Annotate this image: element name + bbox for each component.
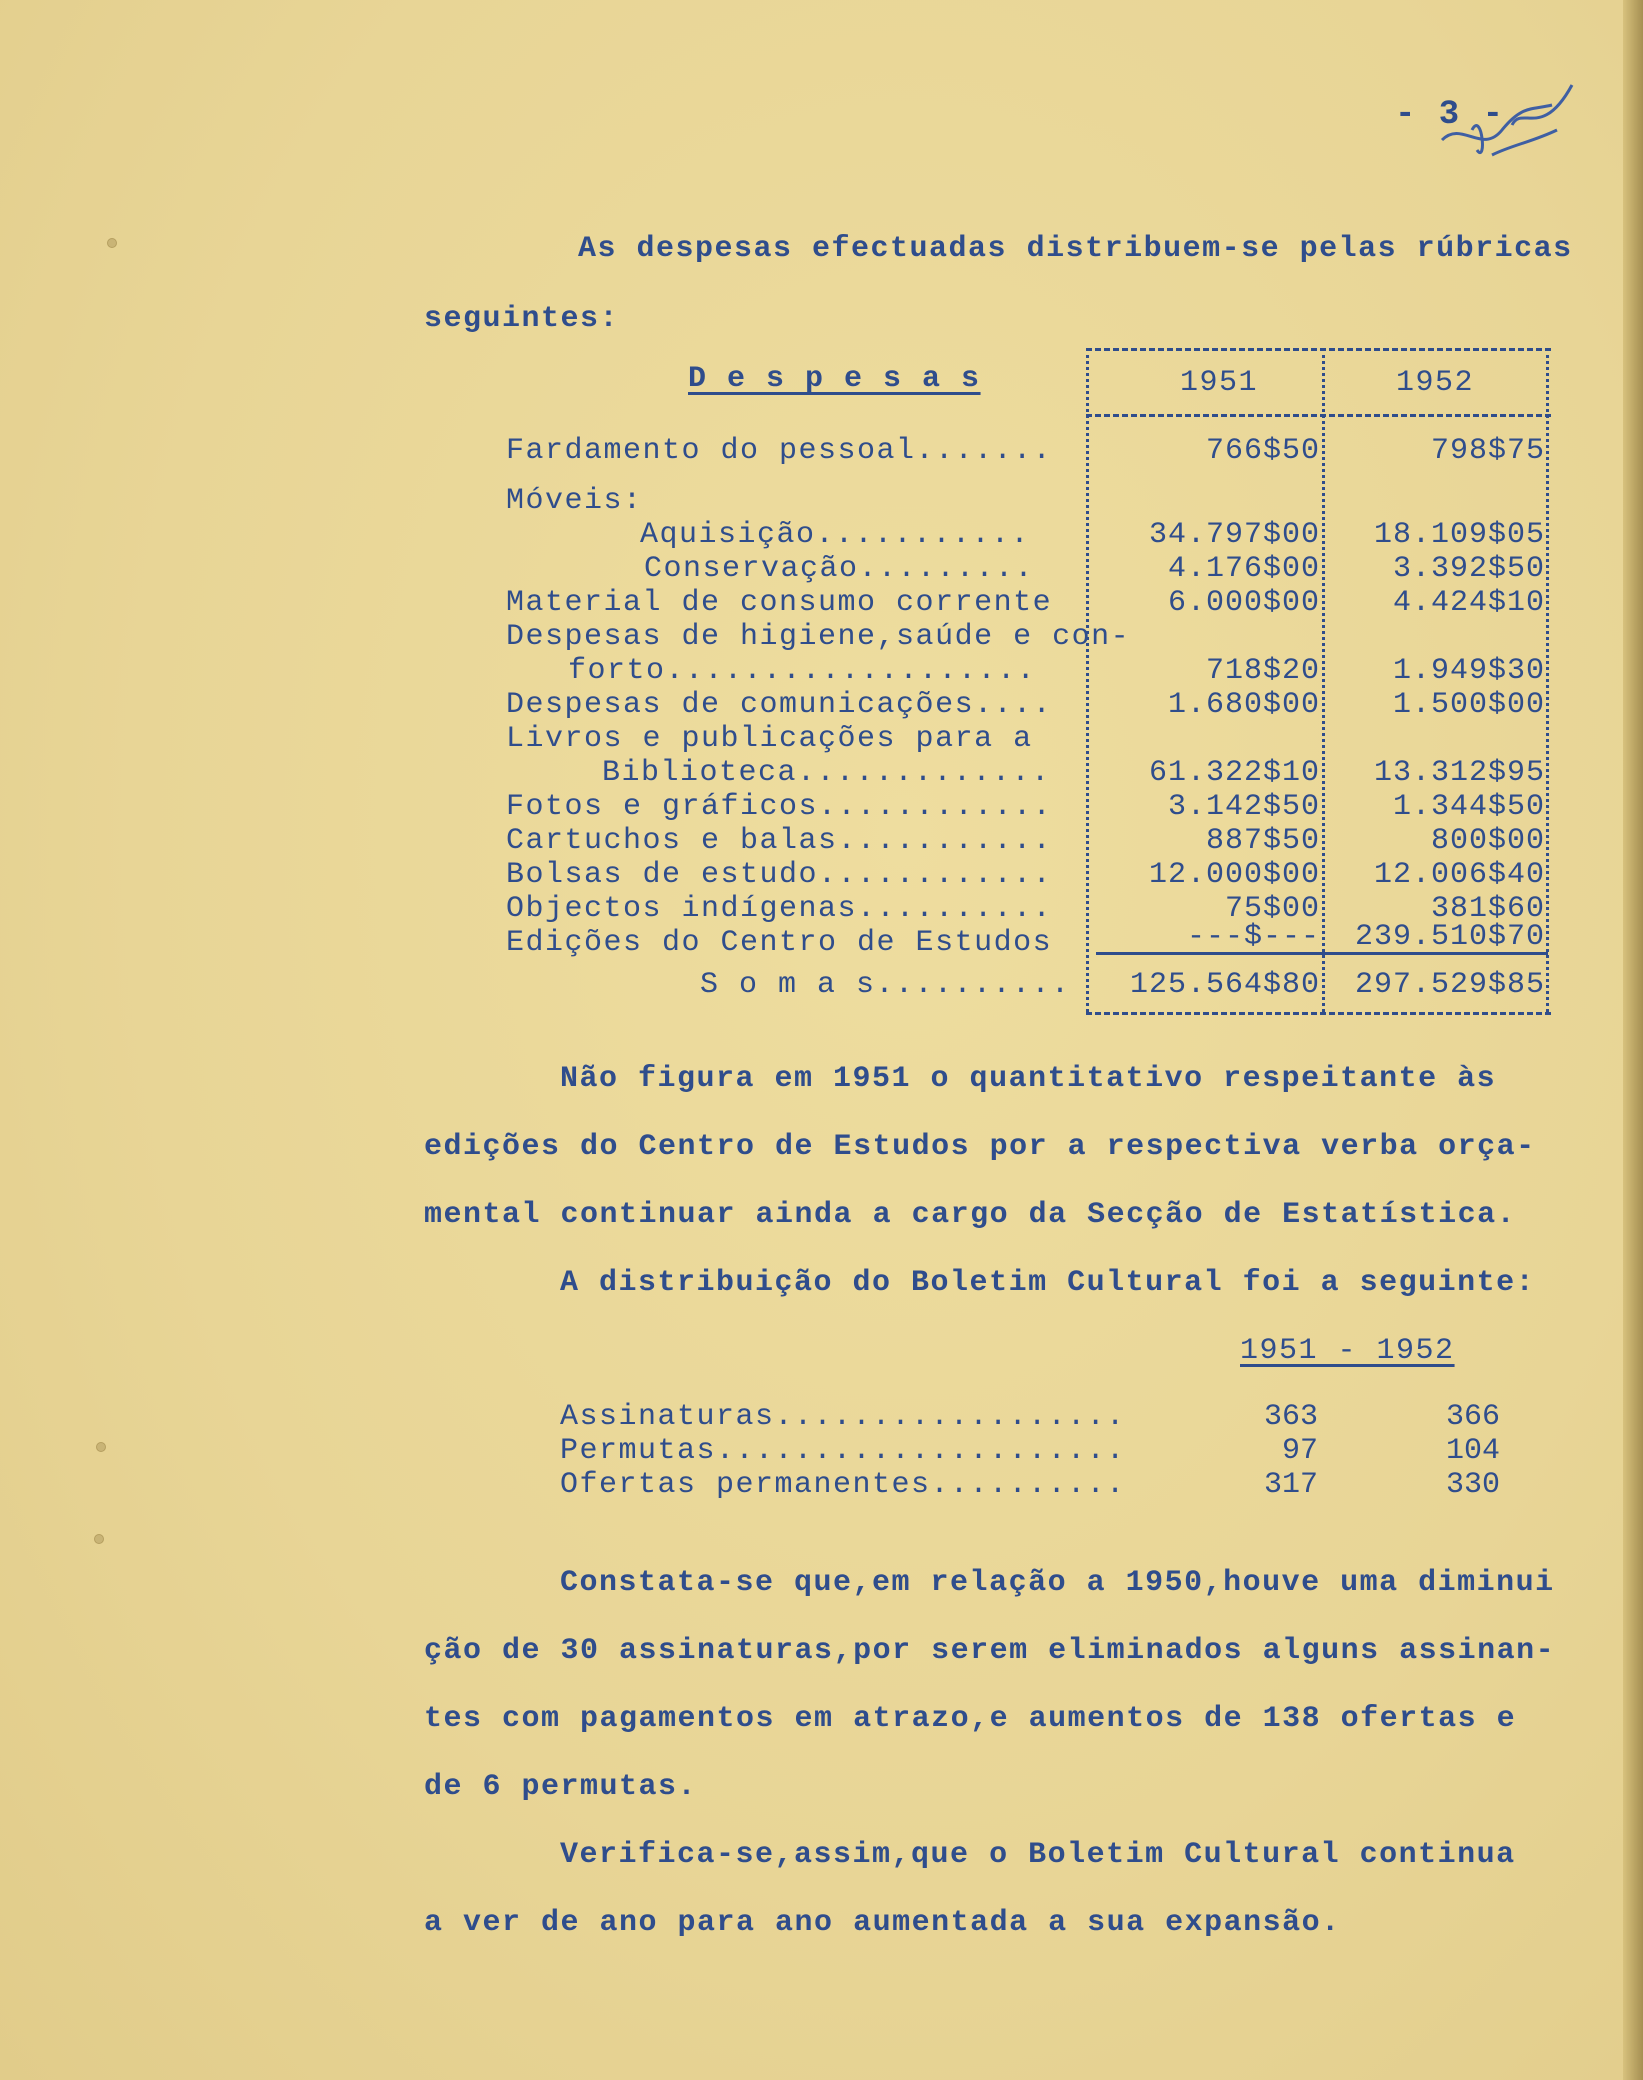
row-value-1951: 1.680$00	[1167, 688, 1320, 722]
table-header-despesas: D e s p e s a s	[688, 362, 981, 396]
distribution-value-1951: 363	[1263, 1400, 1318, 1434]
distribution-label: Assinaturas..................	[560, 1400, 1126, 1434]
row-value-1951: 718$20	[1205, 654, 1320, 688]
row-value-1951: 887$50	[1205, 824, 1320, 858]
row-value-1952: 800$00	[1430, 824, 1545, 858]
totals-value-1951: 125.564$80	[1129, 968, 1320, 1002]
paragraph-line: de 6 permutas.	[424, 1770, 698, 1804]
row-value-1952: 381$60	[1430, 892, 1545, 926]
row-label: Conservação.........	[644, 552, 1035, 586]
row-value-1951: 3.142$50	[1167, 790, 1320, 824]
row-value-1952: 239.510$70	[1354, 920, 1545, 954]
paragraph-line: Constata-se que,em relação a 1950,houve uma diminui	[560, 1566, 1555, 1600]
handwritten-signature-icon	[1432, 70, 1582, 170]
row-value-1951: 12.000$00	[1148, 858, 1320, 892]
distribution-label: Permutas.....................	[560, 1434, 1126, 1468]
distribution-value-1951: 97	[1281, 1434, 1318, 1468]
row-value-1952: 1.500$00	[1392, 688, 1545, 722]
intro-line-1: As despesas efectuadas distribuem-se pelas rúbricas	[578, 232, 1573, 266]
paragraph-line: A distribuição do Boletim Cultural foi a seguinte:	[560, 1266, 1536, 1300]
row-label-continuation: forto...................	[568, 654, 1037, 688]
row-label: Aquisição...........	[640, 518, 1031, 552]
row-label: Livros e publicações para a	[506, 722, 1033, 756]
row-value-1952: 18.109$05	[1373, 518, 1545, 552]
paragraph-line: ção de 30 assinaturas,por serem eliminados alguns assinan-	[424, 1634, 1556, 1668]
row-value-1952: 3.392$50	[1392, 552, 1545, 586]
row-label: Fotos e gráficos............	[506, 790, 1053, 824]
row-value-1952: 4.424$10	[1392, 586, 1545, 620]
row-value-1951: ---$---	[1186, 920, 1320, 954]
distribution-value-1952: 104	[1445, 1434, 1500, 1468]
distribution-value-1951: 317	[1263, 1468, 1318, 1502]
paragraph-line: Verifica-se,assim,que o Boletim Cultural continua	[560, 1838, 1516, 1872]
totals-label: S o m a s..........	[700, 968, 1071, 1002]
page-number: - 3 -	[1395, 96, 1505, 134]
punch-hole	[94, 1534, 104, 1544]
row-value-1951: 6.000$00	[1167, 586, 1320, 620]
row-label: Cartuchos e balas...........	[506, 824, 1053, 858]
distribution-value-1952: 330	[1445, 1468, 1500, 1502]
row-label: Despesas de comunicações....	[506, 688, 1053, 722]
table-header-1951: 1951	[1180, 366, 1259, 400]
table-bottom-rule	[1086, 1012, 1551, 1015]
punch-hole	[107, 238, 117, 248]
paragraph-line: Não figura em 1951 o quantitativo respeitante às	[560, 1062, 1497, 1096]
distribution-label: Ofertas permanentes..........	[560, 1468, 1126, 1502]
row-value-1952: 798$75	[1430, 434, 1545, 468]
paragraph-line: mental continuar ainda a cargo da Secção de Estatística.	[424, 1198, 1517, 1232]
page-edge	[1623, 0, 1643, 2080]
row-label: Fardamento do pessoal.......	[506, 434, 1053, 468]
paragraph-line: tes com pagamentos em atrazo,e aumentos de 138 ofertas e	[424, 1702, 1517, 1736]
row-value-1951: 75$00	[1224, 892, 1320, 926]
punch-hole	[96, 1442, 106, 1452]
row-label: Despesas de higiene,saúde e con-	[506, 620, 1131, 654]
table-header-1952: 1952	[1396, 366, 1475, 400]
distribution-value-1952: 366	[1445, 1400, 1500, 1434]
row-value-1952: 13.312$95	[1373, 756, 1545, 790]
row-label: Móveis:	[506, 484, 643, 518]
row-value-1951: 766$50	[1205, 434, 1320, 468]
row-value-1952: 1.344$50	[1392, 790, 1545, 824]
row-label: Bolsas de estudo............	[506, 858, 1053, 892]
row-value-1951: 61.322$10	[1148, 756, 1320, 790]
paragraph-line: edições do Centro de Estudos por a respectiva verba orça-	[424, 1130, 1536, 1164]
totals-value-1952: 297.529$85	[1354, 968, 1545, 1002]
paragraph-line: a ver de ano para ano aumentada a sua expansão.	[424, 1906, 1341, 1940]
table-right-rule	[1546, 348, 1549, 1012]
table-header-rule	[1086, 414, 1551, 417]
row-value-1951: 34.797$00	[1148, 518, 1320, 552]
row-value-1951: 4.176$00	[1167, 552, 1320, 586]
row-label-continuation: Biblioteca.............	[602, 756, 1051, 790]
row-value-1952: 1.949$30	[1392, 654, 1545, 688]
table-top-rule	[1086, 348, 1551, 351]
intro-line-2: seguintes:	[424, 302, 620, 336]
row-value-1952: 12.006$40	[1373, 858, 1545, 892]
distribution-header: 1951 - 1952	[1240, 1334, 1455, 1368]
row-label: Material de consumo corrente	[506, 586, 1053, 620]
row-label: Edições do Centro de Estudos	[506, 926, 1053, 960]
row-label: Objectos indígenas..........	[506, 892, 1053, 926]
